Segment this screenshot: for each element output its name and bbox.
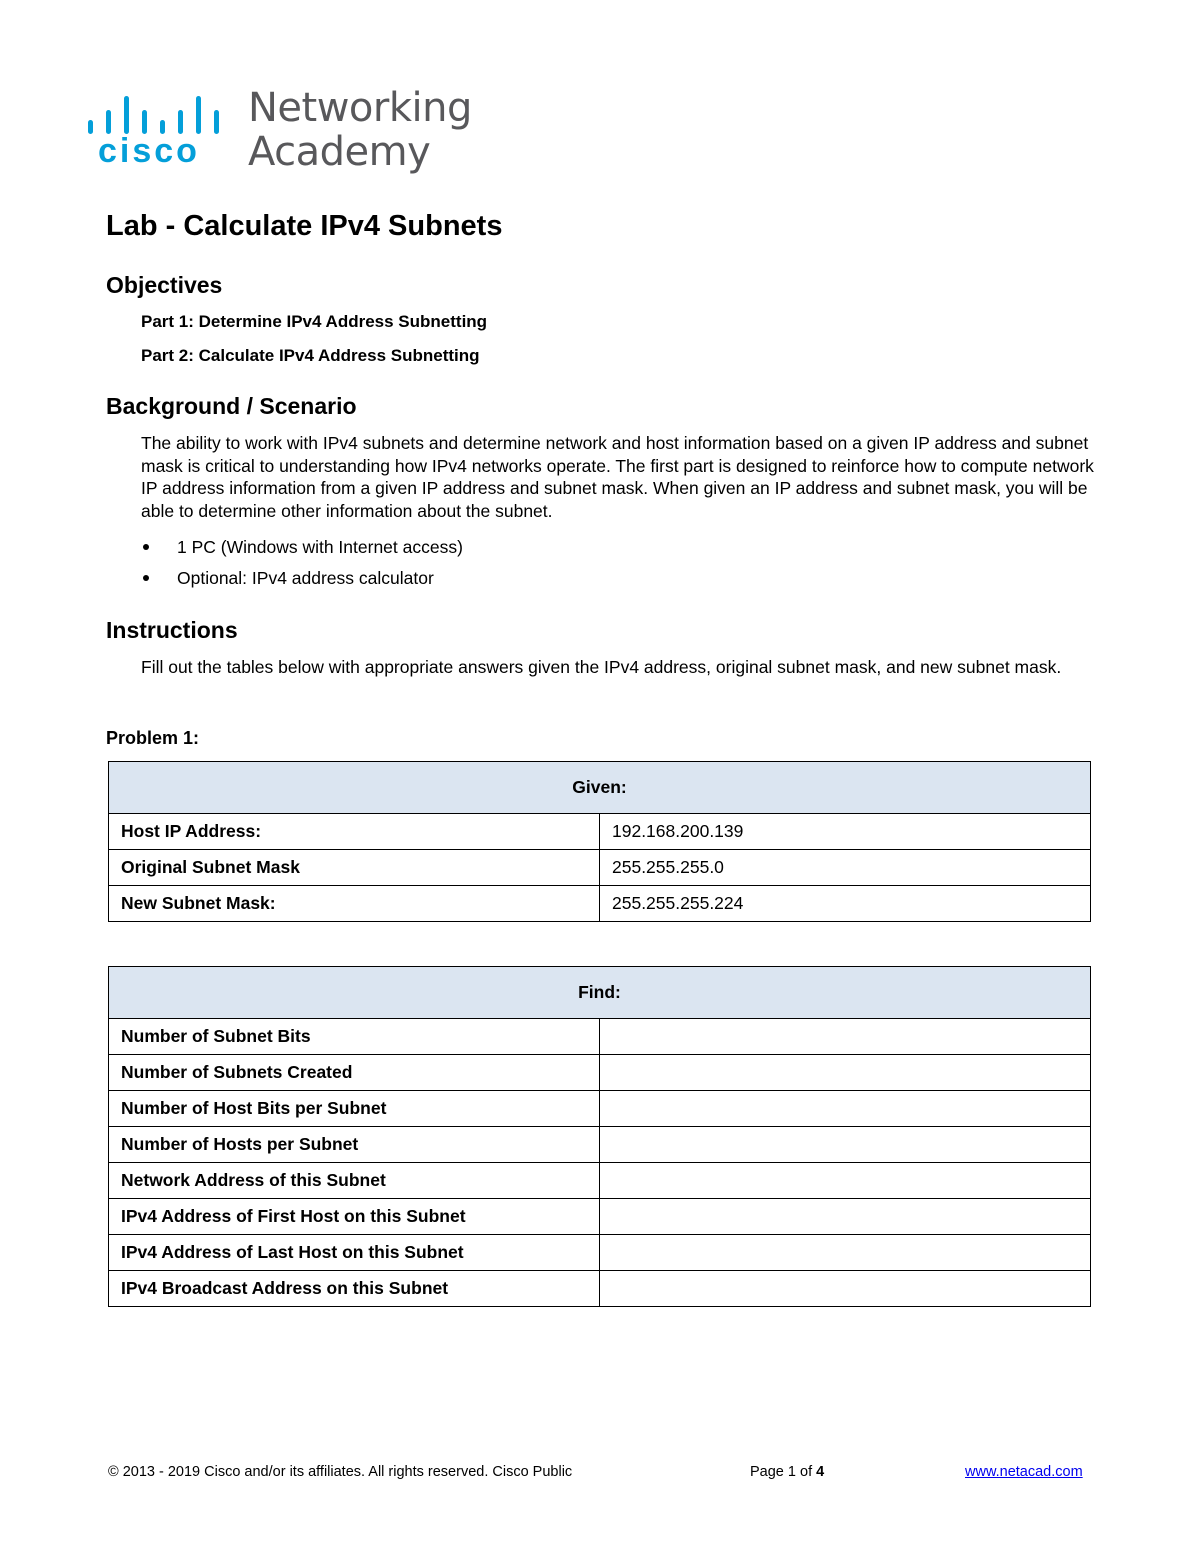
given-label: Original Subnet Mask — [109, 850, 600, 886]
given-table-header: Given: — [109, 762, 1091, 814]
answer-cell[interactable] — [600, 1091, 1091, 1127]
given-value[interactable]: 255.255.255.224 — [600, 886, 1091, 922]
problem-1-label: Problem 1: — [106, 728, 200, 748]
find-table — [108, 966, 1091, 1307]
given-table — [108, 761, 1091, 922]
page-prefix: Page — [750, 1464, 788, 1480]
cisco-bars-icon — [86, 94, 220, 134]
table-row — [109, 886, 1091, 922]
answer-cell[interactable] — [600, 1199, 1091, 1235]
find-label: IPv4 Broadcast Address on this Subnet — [109, 1271, 600, 1307]
page-title: Lab - Calculate IPv4 Subnets — [106, 210, 503, 242]
table-row — [109, 814, 1091, 850]
table-row — [109, 1163, 1091, 1199]
table-row — [109, 850, 1091, 886]
find-label: Number of Host Bits per Subnet — [109, 1091, 600, 1127]
answer-cell[interactable] — [600, 1235, 1091, 1271]
objective-part-1: Part 1: Determine IPv4 Address Subnetting — [141, 312, 488, 331]
find-table-header: Find: — [109, 967, 1091, 1019]
find-label: IPv4 Address of First Host on this Subnet — [109, 1199, 600, 1235]
table-row — [109, 1019, 1091, 1055]
find-label: Network Address of this Subnet — [109, 1163, 600, 1199]
given-label: Host IP Address: — [109, 814, 600, 850]
requirements-list — [141, 535, 463, 597]
table-row — [109, 1127, 1091, 1163]
background-heading: Background / Scenario — [106, 393, 357, 419]
background-paragraph: The ability to work with IPv4 subnets and determine network and host information based on a given IP address and subnet mask is critical to understanding how IPv4 networks operate. The first part is designed to reinforce how to compute network IP address information from a given IP address and subnet mask. When given an IP address and subnet mask, you will be able to determine other information about the subnet. — [141, 433, 1094, 521]
answer-cell[interactable] — [600, 1163, 1091, 1199]
list-item: 1 PC (Windows with Internet access) — [141, 535, 463, 566]
footer-page-number — [750, 1464, 824, 1480]
objective-part-2: Part 2: Calculate IPv4 Address Subnetting — [141, 346, 480, 365]
given-value[interactable]: 192.168.200.139 — [600, 814, 1091, 850]
footer-copyright: © 2013 - 2019 Cisco and/or its affiliates. All rights reserved. Cisco Public — [108, 1464, 573, 1480]
page-of: of — [795, 1464, 817, 1480]
table-row — [109, 1091, 1091, 1127]
list-item: Optional: IPv4 address calculator — [141, 566, 463, 597]
instructions-heading: Instructions — [106, 617, 238, 643]
find-label: IPv4 Address of Last Host on this Subnet — [109, 1235, 600, 1271]
given-label: New Subnet Mask: — [109, 886, 600, 922]
answer-cell[interactable] — [600, 1271, 1091, 1307]
table-row — [109, 1055, 1091, 1091]
table-row — [109, 1271, 1091, 1307]
table-row — [109, 1199, 1091, 1235]
networking-academy-logo — [86, 86, 486, 178]
page-current: 1 — [787, 1464, 796, 1480]
given-value[interactable]: 255.255.255.0 — [600, 850, 1091, 886]
page-total: 4 — [816, 1464, 825, 1480]
answer-cell[interactable] — [600, 1019, 1091, 1055]
netacad-link[interactable]: www.netacad.com — [965, 1464, 1083, 1480]
find-label: Number of Subnet Bits — [109, 1019, 600, 1055]
logo-line-networking: Networking — [248, 85, 472, 131]
logo-text — [248, 86, 472, 174]
logo-line-academy: Academy — [248, 129, 431, 175]
answer-cell[interactable] — [600, 1055, 1091, 1091]
answer-cell[interactable] — [600, 1127, 1091, 1163]
cisco-wordmark: cisco — [98, 132, 200, 170]
find-label: Number of Hosts per Subnet — [109, 1127, 600, 1163]
find-label: Number of Subnets Created — [109, 1055, 600, 1091]
objectives-heading: Objectives — [106, 272, 223, 298]
instructions-paragraph: Fill out the tables below with appropriate answers given the IPv4 address, original subnet mask, and new subnet mask. — [141, 657, 1062, 677]
table-row — [109, 1235, 1091, 1271]
